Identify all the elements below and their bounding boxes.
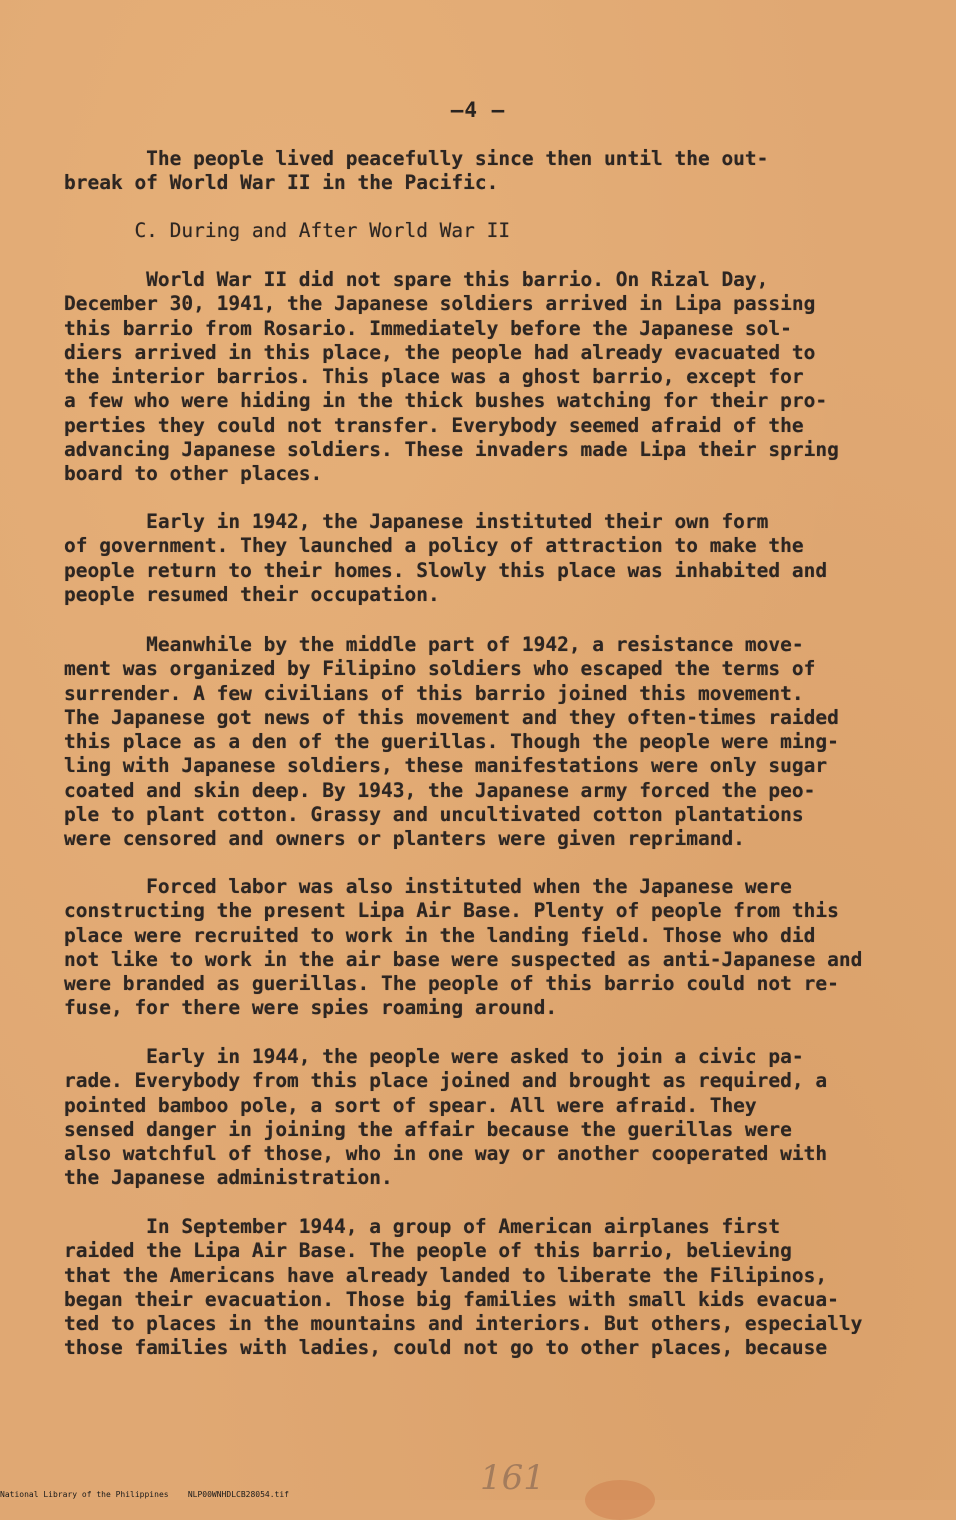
text-line: ple to plant cotton. Grassy and uncultivated cotton plantations: [64, 803, 804, 827]
text-line: World War II did not spare this barrio. On Rizal Day,: [64, 268, 769, 291]
text-line: Early in 1942, the Japanese instituted their own form: [64, 510, 769, 533]
text-line: perties they could not transfer. Everybody seemed afraid of the: [64, 413, 804, 437]
text-line: this barrio from Rosario. Immediately before the Japanese sol-: [64, 316, 792, 340]
text-line: were censored and owners or planters were given reprimand.: [64, 827, 745, 851]
text-line: Meanwhile by the middle part of 1942, a resistance move-: [64, 633, 804, 656]
text-line: ted to places in the mountains and interiors. But others, especially: [64, 1312, 863, 1336]
text-line: the Japanese administration.: [64, 1166, 393, 1190]
paragraph-resistance: [64, 633, 914, 852]
paragraph-ww2: [64, 268, 914, 487]
text-line: advancing Japanese soldiers. These invaders made Lipa their spring: [64, 438, 839, 462]
paper-stain: [585, 1480, 655, 1520]
archive-footer: National Library of the Philippines NLP00WNHDLCB28054.tif: [0, 1490, 289, 1499]
text-line: surrender. A few civilians of this barrio joined this movement.: [64, 681, 804, 705]
text-line: that the Americans have already landed to liberate the Filipinos,: [64, 1263, 828, 1287]
paragraph-civic-parade: [64, 1045, 914, 1191]
text-line: were branded as guerillas. The people of this barrio could not re-: [64, 972, 839, 996]
text-line: December 30, 1941, the Japanese soldiers arrived in Lipa passing: [64, 292, 816, 316]
text-line: Early in 1944, the people were asked to join a civic pa-: [64, 1045, 804, 1068]
text-line: place were recruited to work in the landing field. Those who did: [64, 923, 816, 947]
text-line: board to other places.: [64, 462, 323, 486]
text-line: diers arrived in this place, the people had already evacuated to: [64, 340, 816, 364]
text-line: this place as a den of the guerillas. Though the people were ming-: [64, 730, 839, 754]
paragraph-forced-labor: [64, 875, 914, 1021]
paragraph-intro: [64, 147, 914, 196]
page-number: —4 —: [450, 98, 506, 122]
text-line: coated and skin deep. By 1943, the Japanese army forced the peo-: [64, 778, 816, 802]
paragraph-air-raid: [64, 1215, 914, 1361]
text-line: also watchful of those, who in one way or another cooperated with: [64, 1142, 828, 1166]
text-line: break of World War II in the Pacific.: [64, 171, 499, 195]
text-line: people resumed their occupation.: [64, 582, 440, 606]
text-line: raided the Lipa Air Base. The people of this barrio, believing: [64, 1239, 792, 1263]
text-line: constructing the present Lipa Air Base. Plenty of people from this: [64, 899, 839, 923]
text-line: ling with Japanese soldiers, these manifestations were only sugar: [64, 754, 828, 778]
text-line: sensed danger in joining the affair because the guerillas were: [64, 1117, 792, 1141]
text-line: those families with ladies, could not go to other places, because: [64, 1336, 828, 1360]
text-line: began their evacuation. Those big families with small kids evacua-: [64, 1287, 839, 1311]
text-line: fuse, for there were spies roaming around.: [64, 996, 558, 1020]
text-line: rade. Everybody from this place joined and brought as required, a: [64, 1069, 828, 1093]
text-line: The people lived peacefully since then until the out-: [64, 147, 769, 170]
section-heading-text: C. During and After World War II: [64, 219, 511, 242]
text-line: In September 1944, a group of American airplanes first: [64, 1215, 781, 1238]
text-line: a few who were hiding in the thick bushes watching for their pro-: [64, 389, 828, 413]
text-line: the interior barrios. This place was a ghost barrio, except for: [64, 365, 804, 389]
text-line: pointed bamboo pole, a sort of spear. All were afraid. They: [64, 1093, 757, 1117]
handwritten-page-number: 161: [480, 1458, 545, 1498]
text-line: The Japanese got news of this movement and they often-times raided: [64, 705, 839, 729]
text-line: not like to work in the air base were suspected as anti-Japanese and: [64, 947, 863, 971]
text-line: of government. They launched a policy of attraction to make the: [64, 534, 804, 558]
text-line: Forced labor was also instituted when the Japanese were: [64, 875, 792, 898]
text-line: people return to their homes. Slowly this place was inhabited and: [64, 558, 828, 582]
text-line: ment was organized by Filipino soldiers who escaped the terms of: [64, 657, 816, 681]
section-heading: [64, 219, 914, 243]
paragraph-1942-government: [64, 510, 914, 607]
